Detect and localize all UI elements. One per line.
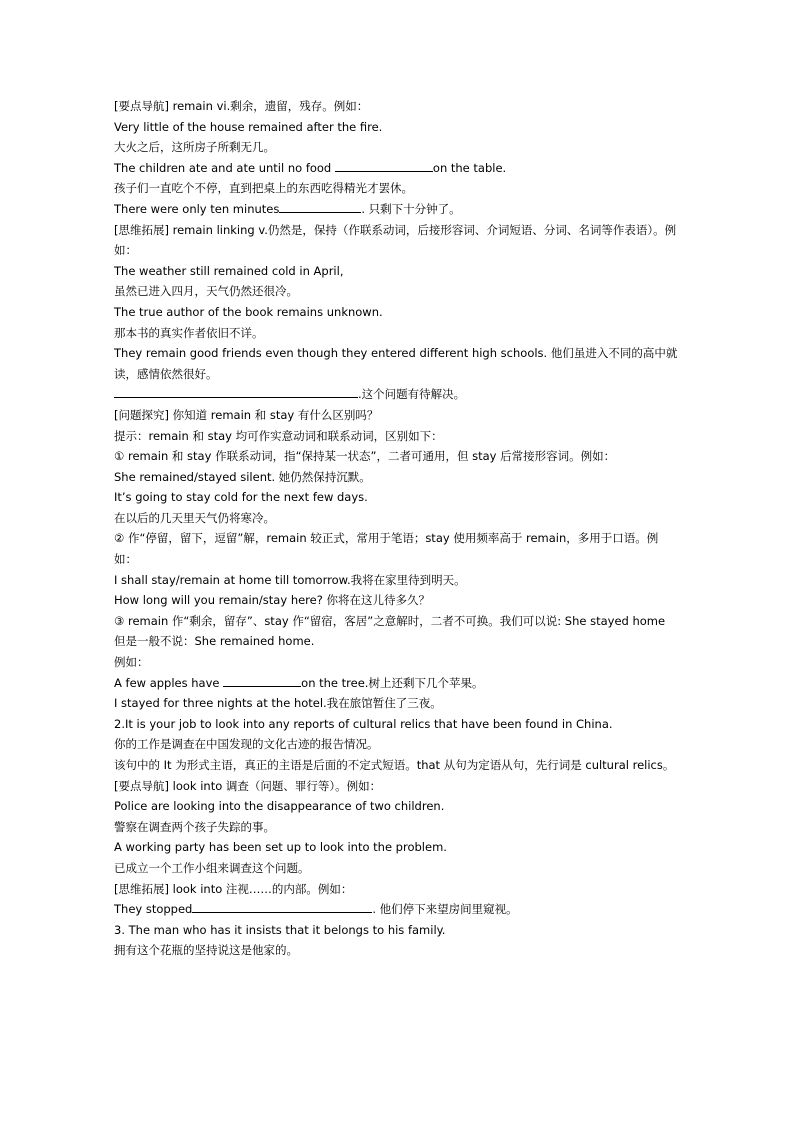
text-line: [114, 96, 680, 117]
text-line: [114, 837, 680, 858]
fill-in-blank: [335, 158, 433, 172]
line-text: 已成立一个工作小组来调查这个问题。: [114, 860, 310, 875]
text-line: [114, 899, 680, 920]
line-text: Police are looking into the disappearance of two children.: [114, 799, 445, 814]
text-line: [114, 343, 680, 384]
line-text: There were only ten minutes: [114, 201, 280, 216]
line-text: [思维拓展] look into 注视……的内部。例如：: [114, 881, 353, 896]
text-line: [114, 673, 680, 694]
line-text: They stopped: [114, 902, 193, 917]
line-text: They remain good friends even though they entered different high schools. 他们虽进入不同的高中就读，感情依然很好。: [114, 346, 678, 381]
line-text: ③ remain 作“剩余，留存”、stay 作“留宿，客居”之意解时，二者不可换。我们可以说: She stayed home 但是一般不说：She remained home.: [114, 613, 666, 649]
text-line: [114, 117, 680, 138]
line-text: 该句中的 It 为形式主语，真正的主语是后面的不定式短语。that 从句为定语从句，先行词是 cultural relics。: [114, 758, 675, 772]
fill-in-blank: [114, 384, 358, 398]
text-line: [114, 920, 680, 941]
fill-in-blank: [223, 673, 301, 687]
line-text: on the table.: [432, 160, 507, 175]
text-line: [114, 508, 680, 529]
line-text: A few apples have: [114, 675, 224, 690]
text-line: [114, 302, 680, 323]
line-text: ② 作“停留，留下，逗留”解，remain 较正式，常用于笔语；stay 使用频率高于 remain，多用于口语。例如：: [114, 531, 659, 567]
text-line: [114, 178, 680, 199]
text-line: [114, 714, 680, 735]
text-line: [114, 796, 680, 817]
line-text: She remained/stayed silent. 她仍然保持沉默。: [114, 469, 371, 484]
line-text: .这个问题有待解决。: [358, 387, 466, 402]
line-text: A working party has been set up to look into the problem.: [114, 840, 447, 855]
line-text: The true author of the book remains unknown.: [114, 304, 383, 319]
text-line: [114, 590, 680, 611]
line-text: I stayed for three nights at the hotel.我在旅馆暂住了三夜。: [114, 696, 442, 711]
text-line: [114, 426, 680, 447]
line-text: [思维拓展] remain linking v.仍然是，保持（作联系动词，后接形容词、介词短语、分词、名词等作表语）。例如：: [114, 222, 677, 258]
text-line: [114, 137, 680, 158]
text-line: [114, 281, 680, 302]
line-text: 提示：remain 和 stay 均可作实意动词和联系动词，区别如下：: [114, 428, 443, 443]
line-text: 大火之后，这所房子所剩无几。: [114, 140, 275, 155]
line-text: 孩子们一直吃个不停，直到把桌上的东西吃得精光才罢休。: [114, 181, 413, 196]
text-line: [114, 755, 680, 776]
line-text: on the tree.树上还剩下几个苹果。: [301, 675, 484, 690]
text-line: [114, 693, 680, 714]
line-text: 2.It is your job to look into any reports of cultural relics that have been found in China.: [114, 716, 613, 731]
text-line: [114, 405, 680, 426]
line-text: 3. The man who has it insists that it belongs to his family.: [114, 922, 446, 937]
line-text: 那本书的真实作者依旧不详。: [114, 325, 264, 340]
line-text: 拥有这个花瓶的坚持说这是他家的。: [114, 943, 298, 958]
line-text: [要点导航] remain vi.剩余，遗留，残存。例如：: [114, 99, 369, 113]
line-text: Very little of the house remained after the fire.: [114, 119, 383, 134]
fill-in-blank: [192, 899, 372, 913]
line-text: The weather still remained cold in April,: [114, 263, 344, 278]
text-line: [114, 384, 680, 405]
text-line: [114, 199, 680, 220]
text-line: [114, 467, 680, 488]
text-line: [114, 487, 680, 508]
line-text: ① remain 和 stay 作联系动词，指“保持某一状态”，二者可通用，但 stay 后常接形容词。例如：: [114, 449, 616, 464]
line-text: . 只剩下十分钟了。: [361, 201, 461, 216]
text-line: [114, 858, 680, 879]
line-text: 在以后的几天里天气仍将寒冷。: [114, 510, 275, 525]
text-line: [114, 570, 680, 591]
line-text: I shall stay/remain at home till tomorrow.我将在家里待到明天。: [114, 572, 466, 587]
document-body: [114, 96, 680, 961]
text-line: [114, 261, 680, 282]
line-text: [要点导航] look into 调查（问题、罪行等）。例如：: [114, 778, 382, 793]
text-line: [114, 611, 680, 652]
text-line: [114, 817, 680, 838]
text-line: [114, 528, 680, 569]
line-text: 例如：: [114, 655, 149, 670]
text-line: [114, 652, 680, 673]
line-text: 警察在调查两个孩子失踪的事。: [114, 819, 275, 834]
line-text: The children ate and ate until no food: [114, 160, 335, 175]
text-line: [114, 158, 680, 179]
text-line: [114, 446, 680, 467]
text-line: [114, 323, 680, 344]
text-line: [114, 879, 680, 900]
line-text: 虽然已进入四月，天气仍然还很冷。: [114, 284, 298, 299]
line-text: How long will you remain/stay here? 你将在这儿待多久？: [114, 593, 430, 608]
text-line: [114, 940, 680, 961]
text-line: [114, 220, 680, 261]
fill-in-blank: [279, 199, 361, 213]
text-line: [114, 734, 680, 755]
line-text: It’s going to stay cold for the next few days.: [114, 490, 368, 505]
line-text: 你的工作是调查在中国发现的文化古迹的报告情况。: [114, 737, 379, 752]
line-text: [问题探究] 你知道 remain 和 stay 有什么区别吗？: [114, 407, 379, 422]
text-line: [114, 776, 680, 797]
line-text: . 他们停下来望房间里窥视。: [372, 902, 518, 917]
